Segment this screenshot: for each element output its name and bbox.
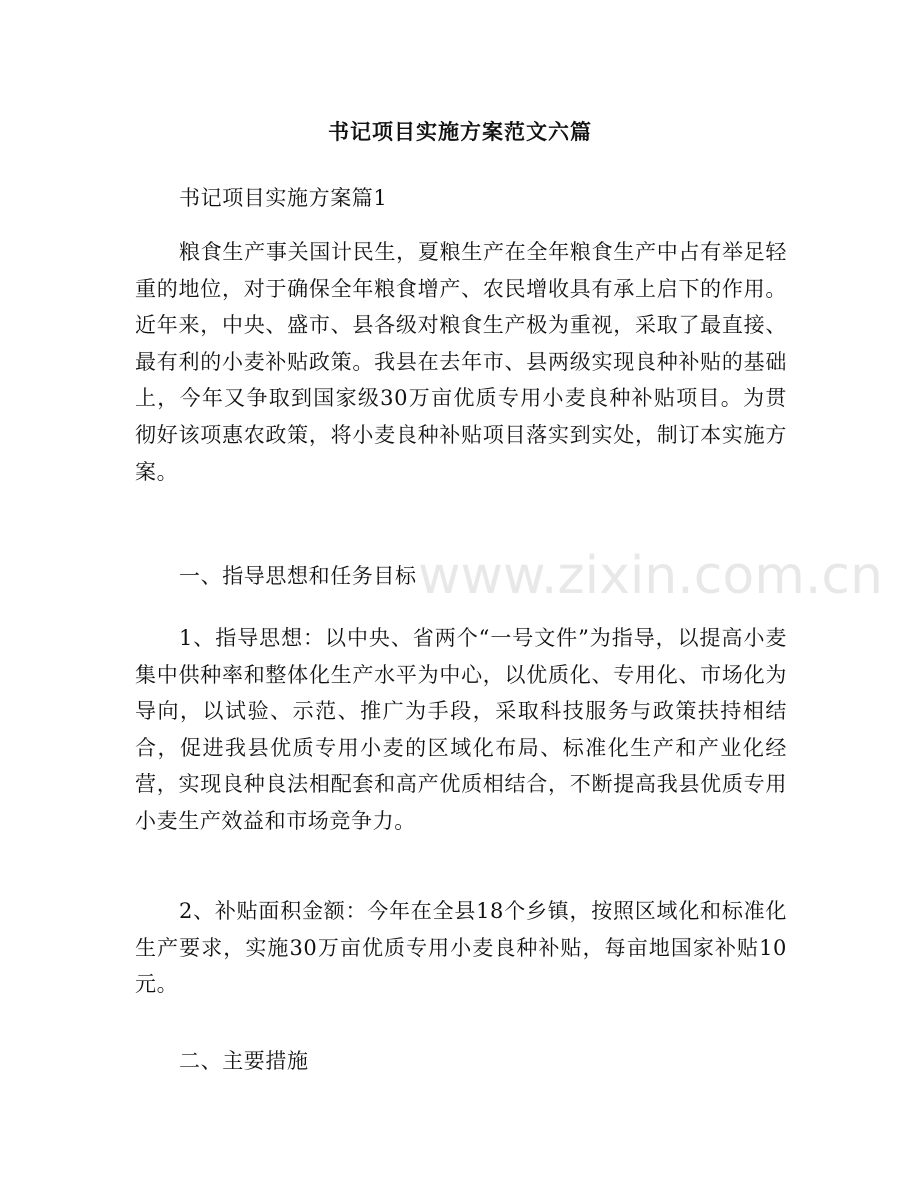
paragraph-subsidy-amount: 2、补贴面积金额：今年在全县18个乡镇，按照区域化和标准化生产要求，实施30万亩优质专用小麦良种补贴，每亩地国家补贴10元。 bbox=[135, 899, 787, 997]
paragraph-guiding-ideology: 1、指导思想：以中央、省两个“一号文件”为指导，以提高小麦集中供种率和整体化生产水平为中心，以优质化、专用化、市场化为导向，以试验、示范、推广为手段，采取科技服务与政策扶持相结合，促进我县优质专用小麦的区域化布局、标准化生产和产业化经营，实现良种良法相配套和高产优质相结合，不断提高我县优质专用小麦生产效益和市场竞争力。 bbox=[135, 626, 787, 833]
article-subtitle: 书记项目实施方案篇1 bbox=[179, 186, 388, 210]
document-title: 书记项目实施方案范文六篇 bbox=[328, 120, 592, 144]
section-heading-guiding-ideology: 一、指导思想和任务目标 bbox=[179, 564, 417, 588]
site-watermark: www.zixin.com.cn bbox=[418, 546, 883, 606]
section-heading-main-measures: 二、主要措施 bbox=[179, 1049, 309, 1073]
paragraph-intro: 粮食生产事关国计民生，夏粮生产在全年粮食生产中占有举足轻重的地位，对于确保全年粮食增产、农民增收具有承上启下的作用。近年来，中央、盛市、县各级对粮食生产极为重视，采取了最直接、最有利的小麦补贴政策。我县在去年市、县两级实现良种补贴的基础上，今年又争取到国家级30万亩优质专用小麦良种补贴项目。为贯彻好该项惠农政策，将小麦良种补贴项目落实到实处，制订本实施方案。 bbox=[135, 240, 787, 484]
